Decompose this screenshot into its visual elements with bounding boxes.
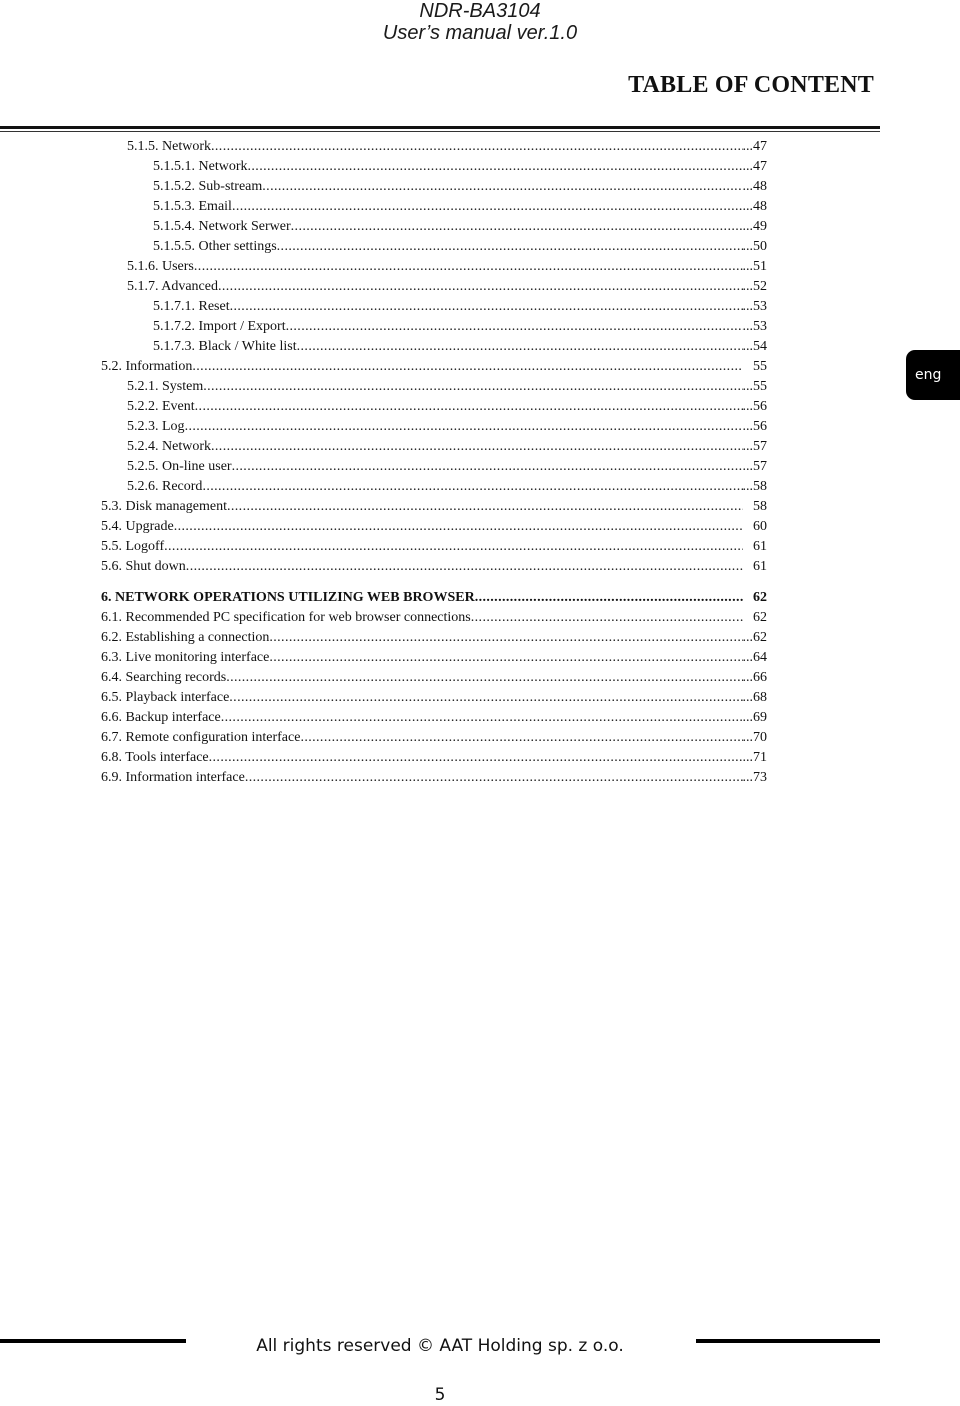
toc-entry[interactable]	[127, 437, 767, 457]
toc-entry-title: 5.2.4. Network	[127, 439, 211, 454]
toc-entry-page: ...69	[742, 710, 767, 725]
toc-entry-title: 5.3. Disk management	[101, 499, 227, 514]
toc-entry-title: 5.1.5.4. Network Serwer	[153, 219, 291, 234]
toc-leader-dots	[286, 317, 743, 337]
toc-leader-dots	[248, 157, 743, 177]
toc-entry[interactable]	[153, 237, 767, 257]
toc-entry-title: 5.2. Information	[101, 359, 193, 374]
toc-leader-dots	[229, 688, 742, 708]
toc-entry-page: ...58	[742, 479, 767, 494]
toc-entry[interactable]	[127, 457, 767, 477]
toc-leader-dots	[227, 497, 743, 517]
toc-entry-title: 5.1.5.1. Network	[153, 159, 248, 174]
toc-entry-page: ...56	[742, 399, 767, 414]
toc-entry-page: ...66	[742, 670, 767, 685]
toc-entry-title: 6.8. Tools interface	[101, 750, 209, 765]
toc-entry-title: 5.1.5. Network	[127, 139, 211, 154]
toc-entry[interactable]	[101, 628, 767, 648]
toc-entry-page: ...48	[742, 199, 767, 214]
toc-entry[interactable]	[101, 557, 767, 577]
toc-entry[interactable]	[153, 157, 767, 177]
toc-entry-title: 6.7. Remote configuration interface	[101, 730, 301, 745]
toc-entry-page: ...55	[742, 379, 767, 394]
toc-entry-title: 5.2.5. On-line user	[127, 459, 232, 474]
toc-leader-dots	[186, 557, 743, 577]
toc-entry[interactable]	[127, 137, 767, 157]
toc-entry[interactable]	[127, 417, 767, 437]
toc-entry-page: ...57	[742, 459, 767, 474]
toc-entry-title: 6.4. Searching records	[101, 670, 227, 685]
toc-leader-dots	[232, 457, 743, 477]
toc-leader-dots	[269, 648, 742, 668]
toc-entry[interactable]	[153, 217, 767, 237]
toc-entry[interactable]	[101, 648, 767, 668]
toc-entry-title: 5.2.3. Log	[127, 419, 185, 434]
toc-entry-page: ...51	[742, 259, 767, 274]
model-name: NDR-BA3104	[419, 0, 541, 22]
toc-entry[interactable]	[101, 668, 767, 688]
toc-entry-title: 5.4. Upgrade	[101, 519, 174, 534]
toc-entry[interactable]	[101, 748, 767, 768]
toc-leader-dots	[164, 537, 743, 557]
toc-leader-dots	[174, 517, 743, 537]
toc-leader-dots	[185, 417, 743, 437]
toc-entry-title: 5.2.2. Event	[127, 399, 195, 414]
toc-entry-page: ...71	[742, 750, 767, 765]
toc-leader-dots	[192, 357, 743, 377]
toc-leader-dots	[277, 237, 743, 257]
toc-entry-page: ...52	[742, 279, 767, 294]
toc-entry-page: ...73	[742, 770, 767, 785]
header-divider-thick	[0, 126, 880, 129]
toc-entry-page: ...48	[742, 179, 767, 194]
toc-entry-page: ...53	[742, 319, 767, 334]
toc-entry[interactable]	[101, 708, 767, 728]
toc-leader-dots	[245, 768, 743, 788]
toc-entry-title: 5.1.7.1. Reset	[153, 299, 230, 314]
toc-entry[interactable]	[101, 517, 767, 537]
toc-entry[interactable]	[101, 537, 767, 557]
toc-leader-dots	[300, 728, 742, 748]
toc-entry[interactable]	[153, 317, 767, 337]
toc-entry-page: 58	[753, 499, 767, 514]
toc-entry[interactable]	[153, 177, 767, 197]
toc-entry-page: 55	[753, 359, 767, 374]
toc-entry-title: 5.1.5.2. Sub-stream	[153, 179, 263, 194]
toc-leader-dots	[211, 437, 743, 457]
page-number: 5	[434, 1385, 446, 1405]
page-title: TABLE OF CONTENT	[628, 72, 874, 98]
toc-entry[interactable]	[127, 477, 767, 497]
toc-entry-page: 61	[753, 559, 767, 574]
toc-entry-page: ...57	[742, 439, 767, 454]
toc-entry-title: 5.6. Shut down	[101, 559, 186, 574]
toc-entry[interactable]	[153, 297, 767, 317]
toc-leader-dots	[230, 297, 743, 317]
document-header	[0, 0, 960, 44]
toc-entry[interactable]	[153, 197, 767, 217]
toc-entry-title: 6. NETWORK OPERATIONS UTILIZING WEB BROWSER	[101, 590, 475, 605]
toc-entry-title: 6.3. Live monitoring interface	[101, 650, 270, 665]
toc-entry[interactable]	[127, 397, 767, 417]
toc-entry[interactable]	[127, 277, 767, 297]
manual-version: User’s manual ver.1.0	[382, 22, 578, 44]
toc-leader-dots	[195, 397, 743, 417]
toc-leader-dots	[194, 257, 743, 277]
toc-entry-title: 5.1.5.3. Email	[153, 199, 232, 214]
toc-entry-page: ...70	[742, 730, 767, 745]
toc-entry-page: ...62	[742, 630, 767, 645]
toc-entry-title: 5.1.7.2. Import / Export	[153, 319, 286, 334]
toc-leader-dots	[291, 217, 743, 237]
footer-copyright: All rights reserved © AAT Holding sp. z o.o.	[256, 1336, 624, 1356]
toc-entry-title: 6.5. Playback interface	[101, 690, 230, 705]
toc-entry[interactable]	[101, 768, 767, 788]
toc-entry-page: 62	[753, 610, 767, 625]
toc-entry-page: ...53	[742, 299, 767, 314]
toc-entry-title: 5.1.7. Advanced	[127, 279, 218, 294]
toc-leader-dots	[297, 337, 743, 357]
toc-entry-title: 6.2. Establishing a connection	[101, 630, 270, 645]
toc-leader-dots	[221, 708, 743, 728]
toc-entry-page: ...49	[742, 219, 767, 234]
language-tab-label: eng	[915, 367, 942, 383]
toc-leader-dots	[211, 137, 743, 157]
toc-entry-page: ...64	[742, 650, 767, 665]
toc-leader-dots	[262, 177, 742, 197]
toc-entry[interactable]	[101, 357, 767, 377]
toc-leader-dots	[269, 628, 742, 648]
header-divider-thin	[0, 131, 880, 132]
toc-entry-title: 5.5. Logoff	[101, 539, 165, 554]
language-tab	[906, 350, 960, 400]
toc-entry[interactable]	[101, 688, 767, 708]
toc-entry[interactable]	[101, 497, 767, 517]
toc-leader-dots	[471, 608, 743, 628]
toc-entry-title: 6.1. Recommended PC specification for web browser connections	[101, 610, 471, 625]
toc-entry[interactable]	[127, 257, 767, 277]
toc-entry-title: 5.1.6. Users	[127, 259, 194, 274]
toc-entry-title: 6.6. Backup interface	[101, 710, 221, 725]
toc-leader-dots	[226, 668, 742, 688]
toc-leader-dots	[218, 277, 743, 297]
toc-entry-page: 61	[753, 539, 767, 554]
toc-entry[interactable]	[101, 728, 767, 748]
toc-entry-page: ...56	[742, 419, 767, 434]
toc-leader-dots	[232, 197, 743, 217]
toc-entry[interactable]	[127, 377, 767, 397]
toc-leader-dots	[202, 477, 742, 497]
toc-entry-page: ...68	[742, 690, 767, 705]
toc-entry-page: ...47	[742, 159, 767, 174]
toc-leader-dots	[209, 748, 743, 768]
toc-entry-title: 5.1.7.3. Black / White list	[153, 339, 297, 354]
toc-entry-page: 60	[753, 519, 767, 534]
toc-entry-title: 5.2.1. System	[127, 379, 204, 394]
toc-entry[interactable]	[101, 608, 767, 628]
toc-entry-title: 6.9. Information interface	[101, 770, 245, 785]
toc-entry-title: 5.1.5.5. Other settings	[153, 239, 277, 254]
toc-entry[interactable]	[153, 337, 767, 357]
toc-leader-dots	[475, 588, 743, 608]
toc-entry-page: ...50	[742, 239, 767, 254]
toc-entry[interactable]	[101, 588, 767, 608]
toc-entry-title: 5.2.6. Record	[127, 479, 203, 494]
toc-entry-page: 62	[753, 590, 767, 605]
toc-entry-page: ...47	[742, 139, 767, 154]
toc-entry-page: ...54	[742, 339, 767, 354]
toc-leader-dots	[203, 377, 742, 397]
